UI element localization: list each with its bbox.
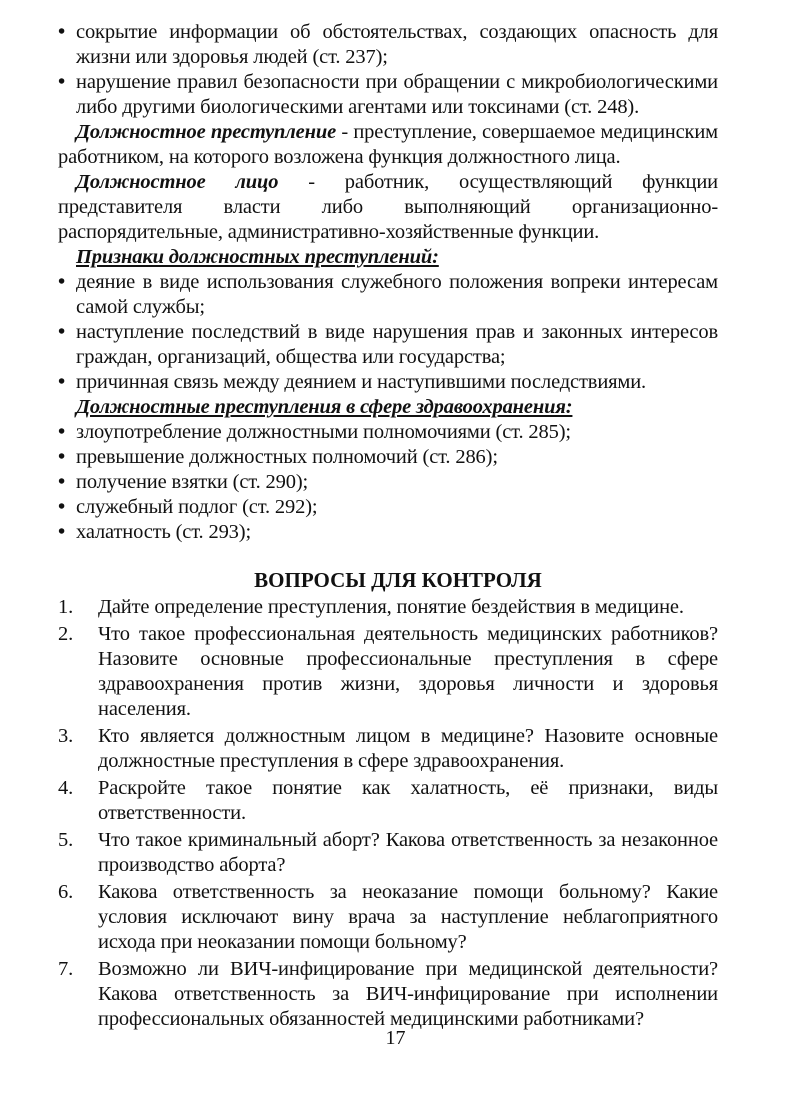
list-item: • злоупотребление должностными полномочиями (ст. 285); (58, 420, 718, 445)
definition-term: Должностное лицо (76, 171, 279, 193)
question-number: 5. (58, 829, 74, 851)
question-text: Раскройте такое понятие как халатность, её признаки, виды ответственности. (98, 777, 718, 824)
question-item (58, 880, 718, 955)
section-heading: ВОПРОСЫ ДЛЯ КОНТРОЛЯ (254, 568, 542, 592)
question-item (58, 828, 718, 878)
signs-list (58, 270, 718, 395)
definition-text: преступление, совершаемое медицинским работником, на которого возложена функция должностного лица. (58, 121, 718, 168)
question-text: Что такое профессиональная деятельность медицинских работников? Назовите основные профессиональные преступления в сфере здравоохранения против жизни, здоровья личности и здоровья населения. (98, 623, 718, 720)
question-text: Какова ответственность за неоказание помощи больному? Какие условия исключают вину врача за наступление неблагоприятного исхода при неоказании помощи больному? (98, 881, 718, 953)
question-item (58, 776, 718, 826)
question-text: Возможно ли ВИЧ-инфицирование при медицинской деятельности? Какова ответственность за ВИЧ-инфицирование при исполнении профессиональных обязанностей медицинскими работниками? (98, 958, 718, 1030)
definition-text: работник, осуществляющий функции представителя власти либо выполняющий организационно-распорядительные, административно-хозяйственные функции. (58, 171, 718, 243)
question-number: 1. (58, 596, 74, 618)
list-item: • деяние в виде использования служебного положения вопреки интересам самой службы; (58, 270, 718, 320)
list-item: • халатность (ст. 293); (58, 520, 718, 545)
question-item (58, 724, 718, 774)
list-item: • сокрытие информации об обстоятельствах, создающих опасность для жизни или здоровья людей (ст. 237); (58, 20, 718, 70)
list-item: • превышение должностных полномочий (ст. 286); (58, 445, 718, 470)
questions-list (58, 595, 718, 1032)
page-number: 17 (385, 1027, 406, 1049)
list-item: • получение взятки (ст. 290); (58, 470, 718, 495)
question-text: Кто является должностным лицом в медицине? Назовите основные должностные преступления в сфере здравоохранения. (98, 725, 718, 772)
definition-separator: - (336, 121, 354, 143)
definition-term: Должностное преступление (76, 121, 337, 143)
question-number: 3. (58, 725, 74, 747)
question-text: Что такое криминальный аборт? Какова ответственность за незаконное производство аборта? (98, 829, 718, 876)
question-item (58, 957, 718, 1032)
question-text: Дайте определение преступления, понятие бездействия в медицине. (98, 596, 684, 618)
list-item: • нарушение правил безопасности при обращении с микробиологическими либо другими биологическими агентами или токсинами (ст. 248). (58, 70, 718, 120)
question-number: 7. (58, 958, 74, 980)
definition-separator: - (278, 171, 345, 193)
signs-heading: Признаки должностных преступлений: (76, 246, 439, 268)
intro-bullet-list (58, 20, 718, 120)
definition-official-person (58, 170, 718, 245)
list-item: • причинная связь между деянием и наступившими последствиями. (58, 370, 718, 395)
question-number: 6. (58, 881, 74, 903)
list-item: • наступление последствий в виде нарушения прав и законных интересов граждан, организаций, общества или государства; (58, 320, 718, 370)
question-number: 4. (58, 777, 74, 799)
crimes-list (58, 420, 718, 545)
question-item (58, 595, 718, 620)
question-number: 2. (58, 623, 74, 645)
definition-official-crime (58, 120, 718, 170)
question-item (58, 622, 718, 722)
page-content (58, 20, 718, 1034)
crimes-heading: Должностные преступления в сфере здравоохранения: (76, 396, 573, 418)
list-item: • служебный подлог (ст. 292); (58, 495, 718, 520)
